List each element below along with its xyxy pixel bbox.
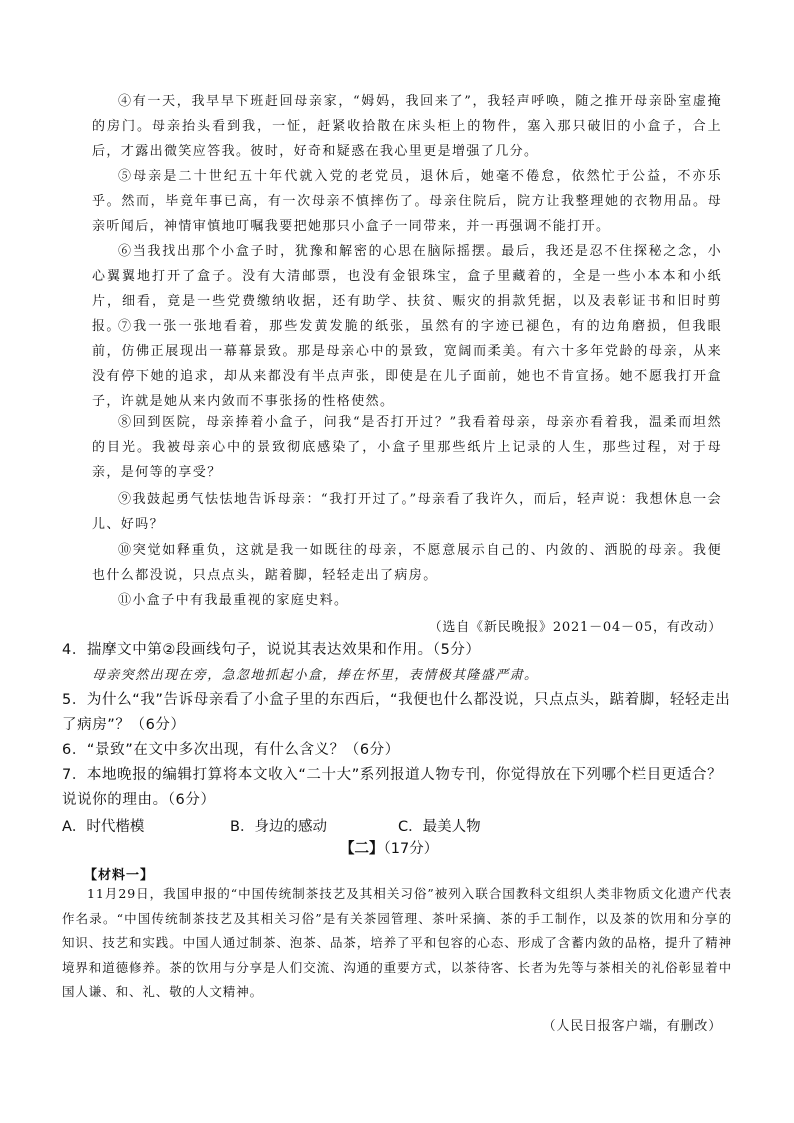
material-label: 【材料一】 <box>84 868 155 883</box>
question-5: 5．为什么“我”告诉母亲看了小盒子里的东西后，“我便也什么都没说，只点点头，踮着脚，轻轻走出了病房”？（6分） <box>62 692 731 733</box>
article-source: （选自《新民晚报》2021－04－05，有改动） <box>428 620 722 635</box>
paragraph-7: ⑦我一张一张地看着，那些发黄发脆的纸张，虽然有的字迹已褪色，有的边角磨损，但我眼前，仿佛正展现出一幕幕景致。那是母亲心中的景致，宽阔而柔美。有六十多年党龄的母亲，从来没有停下她的追求，却从来都没有半点声张，即使是在儿子面前，她也不肯宣扬。她不愿我打开盒子，许就是她从来内敛而不事张扬的性格使然。 <box>92 319 722 409</box>
question-4: 4．揣摩文中第②段画线句子，说说其表达效果和作用。（5分） <box>62 642 481 658</box>
paragraph-9: ⑨我鼓起勇气怯怯地告诉母亲：“我打开过了。”母亲看了我许久，而后，轻声说：我想休息一会儿、好吗？ <box>92 492 722 532</box>
option-b: B．身边的感动 <box>230 819 327 835</box>
question-6: 6．“景致”在文中多次出现，有什么含义？（6分） <box>62 742 400 758</box>
material-body: 11月29日，我国申报的“中国传统制茶技艺及其相关习俗”被列入联合国教科文组织人类非物质文化遗产代表作名录。“中国传统制茶技艺及其相关习俗”是有关茶园管理、茶叶采摘、茶的手工制作，以及茶的饮用和分享的知识、技艺和实践。中国人通过制茶、泡茶、品茶，培养了平和包容的心态、形成了含蓄内敛的品格，提升了精神境界和道德修养。茶的饮用与分享是人们交流、沟通的重要方式，以茶待客、长者为先等与茶相关的礼俗彰显着中国人谦、和、礼、敬的人文精神。 <box>62 886 733 999</box>
question-7: 7．本地晚报的编辑打算将本文收入“二十大”系列报道人物专刊，你觉得放在下列哪个栏目更适合？说说你的理由。（6分） <box>62 767 723 808</box>
section-heading <box>340 837 438 858</box>
paragraph-4: ④有一天，我早早下班赶回母亲家，“姆妈，我回来了”，我轻声呼唤，随之推开母亲卧室虚掩的房门。母亲抬头看到我，一怔，赶紧收拾散在床头柜上的物件，塞入那只破旧的小盒子，合上后，才露出微笑应答我。彼时，好奇和疑惑在我心里更是增强了几分。 <box>92 94 722 159</box>
paragraph-5: ⑤母亲是二十世纪五十年代就入党的老党员，退休后，她毫不倦怠，依然忙于公益，不亦乐乎。然而，毕竟年事已高，有一次母亲不慎摔伤了。母亲住院后，院方让我整理她的衣物用品。母亲听闻后，神情审慎地叮嘱我要把她那只小盒子一同带来，并一再强调不能打开。 <box>92 169 722 234</box>
material-source: （人民日报客户端，有删改） <box>542 1019 722 1034</box>
paragraph-10: ⑩突觉如释重负，这就是我一如既往的母亲，不愿意展示自己的、内敛的、洒脱的母亲。我便也什么都没说，只点点头，踮着脚，轻轻走出了病房。 <box>92 543 722 583</box>
paragraph-8: ⑧回到医院，母亲捧着小盒子，问我“是否打开过？”我看着母亲，母亲亦看着我，温柔而坦然的目光。我被母亲心中的景致彻底感染了，小盒子里那些纸片上记录的人生，那些过程，对于母亲，是何等的享受？ <box>92 415 722 480</box>
section-title: 【二】 <box>340 841 384 857</box>
section-score: （17分） <box>383 841 439 857</box>
option-c: C．最美人物 <box>398 819 481 835</box>
question-4-handwritten-answer: 母亲突然出现在旁，急忽地抓起小盒，捧在怀里，表情极其隆盛严肃。 <box>92 668 539 683</box>
paragraph-6: ⑥当我找出那个小盒子时，犹豫和解密的心思在脑际摇摆。最后，我还是忍不住探秘之念，小心翼翼地打开了盒子。没有大清邮票，也没有金银珠宝，盒子里藏着的，全是一些小本本和小纸片，细看，竟是一些党费缴纳收据，还有助学、扶贫、赈灾的捐款凭据，以及表彰证书和旧时剪报。 <box>92 244 722 334</box>
paragraph-11: ⑪小盒子中有我最重视的家庭史料。 <box>118 593 349 608</box>
option-a: A．时代楷模 <box>62 819 145 835</box>
